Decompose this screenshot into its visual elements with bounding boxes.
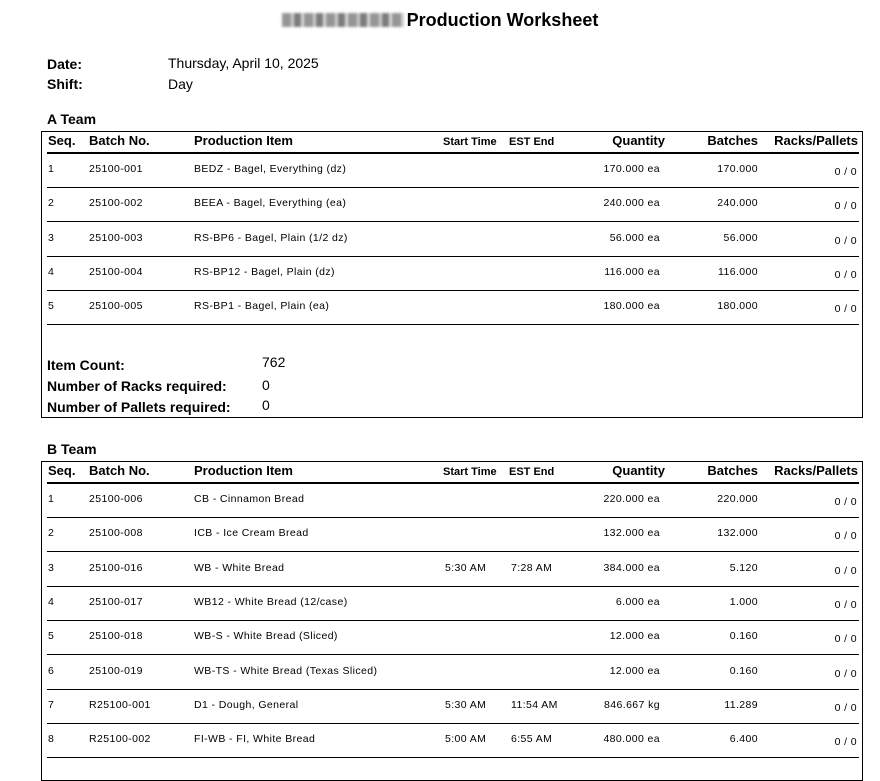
batch-no-cell: 25100-002 [89, 197, 143, 210]
quantity-cell: 116.000 ea [604, 265, 660, 278]
column-header-batches: Batches [707, 463, 758, 478]
batches-cell: 132.000 [717, 527, 758, 540]
racks-pallets-cell: 0 / 0 [834, 166, 857, 178]
batch-no-cell: 25100-003 [89, 231, 143, 244]
row-divider [47, 324, 859, 325]
production-item-cell: CB - Cinnamon Bread [194, 493, 305, 505]
column-header-quantity: Quantity [612, 133, 665, 148]
quantity-cell: 480.000 ea [603, 733, 660, 746]
production-item-cell: WB12 - White Bread (12/case) [194, 595, 348, 608]
column-header-start-time: Start Time [443, 136, 497, 148]
racks-pallets-cell: 0 / 0 [834, 268, 857, 281]
seq-cell: 6 [48, 664, 55, 677]
column-header-est-end: EST End [509, 136, 555, 148]
table-row [42, 553, 862, 587]
racks-pallets-cell: 0 / 0 [834, 564, 857, 577]
production-item-cell: BEEA - Bagel, Everything (ea) [194, 197, 347, 210]
table-row [42, 291, 862, 325]
pallets-required-label: Number of Pallets required: [47, 399, 231, 415]
table-row [42, 484, 862, 518]
batch-no-cell: 25100-017 [89, 595, 143, 608]
column-header-start-time: Start Time [443, 466, 497, 478]
seq-cell: 5 [48, 630, 55, 643]
team-b-label: B Team [47, 441, 97, 457]
racks-pallets-cell: 0 / 0 [834, 530, 857, 543]
table-row [42, 587, 862, 621]
batch-no-cell: 25100-004 [89, 265, 143, 278]
item-count-value: 762 [262, 354, 286, 370]
production-item-cell: FI-WB - FI, White Bread [194, 733, 316, 746]
column-header-est-end: EST End [509, 466, 555, 478]
seq-cell: 8 [48, 733, 55, 746]
start-time-cell: 5:30 AM [445, 561, 487, 574]
production-item-cell: RS-BP12 - Bagel, Plain (dz) [194, 265, 335, 278]
batches-cell: 6.400 [729, 733, 758, 746]
production-item-cell: RS-BP1 - Bagel, Plain (ea) [194, 300, 330, 313]
production-item-cell: BEDZ - Bagel, Everything (dz) [194, 163, 347, 175]
est-end-cell: 11:54 AM [511, 698, 558, 711]
quantity-cell: 220.000 ea [603, 493, 660, 505]
batch-no-cell: R25100-002 [89, 733, 151, 746]
batch-no-cell: 25100-006 [89, 493, 143, 505]
batch-no-cell: 25100-018 [89, 630, 143, 643]
table-row [42, 154, 862, 188]
team-a-label: A Team [47, 111, 97, 127]
racks-pallets-cell: 0 / 0 [834, 736, 857, 749]
table-row [42, 656, 862, 690]
column-header-racks-pallets: Racks/Pallets [774, 463, 858, 478]
table-row [42, 257, 862, 291]
pallets-required-value: 0 [262, 397, 270, 413]
team-b-header [42, 462, 862, 482]
team-a-header [42, 132, 862, 152]
batches-cell: 220.000 [717, 493, 758, 505]
shift-value: Day [168, 76, 193, 92]
item-count-label: Item Count: [47, 357, 125, 373]
shift-label: Shift: [47, 76, 83, 92]
batch-no-cell: 25100-008 [89, 527, 143, 540]
batches-cell: 0.160 [729, 664, 758, 677]
est-end-cell: 7:28 AM [511, 561, 553, 574]
seq-cell: 1 [48, 163, 55, 175]
batch-no-cell: 25100-016 [89, 561, 143, 574]
racks-required-value: 0 [262, 377, 270, 393]
racks-pallets-cell: 0 / 0 [834, 303, 857, 316]
date-value: Thursday, April 10, 2025 [168, 55, 319, 71]
batches-cell: 11.289 [724, 698, 758, 711]
quantity-cell: 846.667 kg [604, 698, 660, 711]
column-header-racks-pallets: Racks/Pallets [774, 133, 858, 148]
page-title [0, 10, 880, 31]
table-row [42, 188, 862, 222]
racks-required-label: Number of Racks required: [47, 378, 227, 394]
table-row [42, 621, 862, 655]
quantity-cell: 384.000 ea [603, 561, 660, 574]
quantity-cell: 6.000 ea [615, 595, 660, 608]
seq-cell: 2 [48, 197, 55, 210]
racks-pallets-cell: 0 / 0 [834, 234, 857, 247]
racks-pallets-cell: 0 / 0 [834, 598, 857, 611]
batch-no-cell: R25100-001 [89, 698, 151, 711]
production-item-cell: WB-TS - White Bread (Texas Sliced) [194, 664, 378, 677]
racks-pallets-cell: 0 / 0 [834, 633, 857, 646]
team-a-table [41, 131, 863, 418]
racks-pallets-cell: 0 / 0 [834, 496, 857, 508]
column-header-batch-no: Batch No. [89, 133, 150, 148]
column-header-production-item: Production Item [194, 133, 293, 148]
batch-no-cell: 25100-005 [89, 300, 143, 313]
batches-cell: 170.000 [717, 163, 758, 175]
quantity-cell: 180.000 ea [603, 300, 660, 313]
seq-cell: 2 [48, 527, 55, 540]
production-item-cell: D1 - Dough, General [194, 698, 299, 711]
start-time-cell: 5:30 AM [445, 698, 487, 711]
racks-pallets-cell: 0 / 0 [834, 200, 857, 213]
row-divider [47, 757, 859, 758]
seq-cell: 3 [48, 231, 55, 244]
date-label: Date: [47, 56, 83, 72]
quantity-cell: 56.000 ea [609, 231, 660, 244]
table-row [42, 223, 862, 257]
quantity-cell: 12.000 ea [609, 664, 660, 677]
est-end-cell: 6:55 AM [511, 733, 553, 746]
column-header-seq: Seq. [48, 463, 76, 478]
table-row [42, 724, 862, 758]
batches-cell: 1.000 [729, 595, 758, 608]
batches-cell: 5.120 [729, 561, 758, 574]
batches-cell: 116.000 [718, 265, 758, 278]
batches-cell: 180.000 [717, 300, 758, 313]
column-header-batches: Batches [707, 133, 758, 148]
seq-cell: 7 [48, 698, 55, 711]
column-header-seq: Seq. [48, 133, 76, 148]
column-header-production-item: Production Item [194, 463, 293, 478]
seq-cell: 4 [48, 265, 55, 278]
batches-cell: 56.000 [723, 231, 758, 244]
racks-pallets-cell: 0 / 0 [834, 667, 857, 680]
batches-cell: 0.160 [729, 630, 758, 643]
production-item-cell: ICB - Ice Cream Bread [194, 527, 309, 540]
seq-cell: 1 [48, 493, 55, 505]
seq-cell: 5 [48, 300, 55, 313]
production-item-cell: RS-BP6 - Bagel, Plain (1/2 dz) [194, 231, 348, 244]
document-title: Production Worksheet [406, 10, 599, 30]
quantity-cell: 170.000 ea [603, 163, 660, 175]
batch-no-cell: 25100-001 [89, 163, 143, 175]
production-item-cell: WB - White Bread [194, 561, 285, 574]
quantity-cell: 240.000 ea [603, 197, 660, 210]
team-b-table [41, 461, 863, 781]
table-row [42, 518, 862, 552]
racks-pallets-cell: 0 / 0 [834, 701, 857, 714]
quantity-cell: 12.000 ea [609, 630, 660, 643]
column-header-quantity: Quantity [612, 463, 665, 478]
production-item-cell: WB-S - White Bread (Sliced) [194, 630, 338, 643]
seq-cell: 3 [48, 561, 55, 574]
redacted-company-name [282, 13, 404, 27]
start-time-cell: 5:00 AM [445, 733, 487, 746]
batch-no-cell: 25100-019 [89, 664, 143, 677]
batches-cell: 240.000 [717, 197, 758, 210]
column-header-batch-no: Batch No. [89, 463, 150, 478]
seq-cell: 4 [48, 595, 55, 608]
table-row [42, 690, 862, 724]
quantity-cell: 132.000 ea [603, 527, 660, 540]
